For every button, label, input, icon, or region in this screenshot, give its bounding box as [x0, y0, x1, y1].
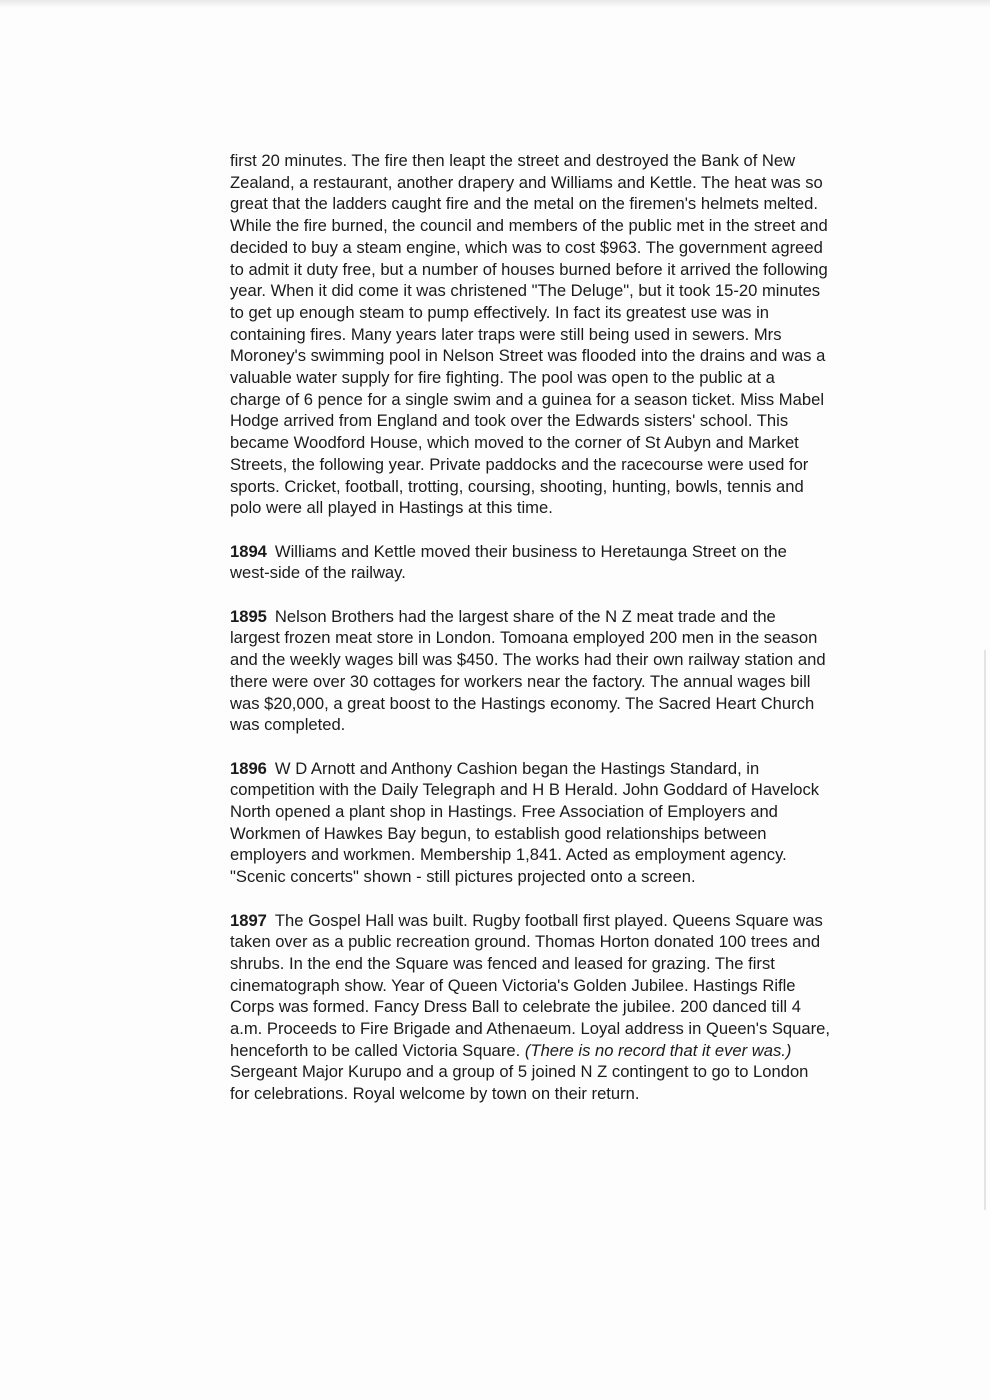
- entry-1895: [230, 606, 830, 736]
- entry-text: W D Arnott and Anthony Cashion began the Hastings Standard, in competition with the Daily Telegraph and H B Herald. John Goddard of Havelock North opened a plant shop in Hastings. Free Association of Employers and Workmen of Hawkes Bay begun, to establish good relationships between employers and workmen. Membership 1,841. Acted as employment agency. "Scenic concerts" shown - still pictures projected onto a screen.: [230, 758, 820, 887]
- scan-edge-right: [984, 650, 986, 1210]
- entry-1894: [230, 541, 830, 584]
- scan-shadow-top: [0, 0, 990, 8]
- document-body: [230, 150, 830, 1127]
- entry-text-continued: Sergeant Major Kurupo and a group of 5 joined N Z contingent to go to London for celebrations. Royal welcome by town on their return.: [230, 1062, 809, 1104]
- entry-text: Williams and Kettle moved their business to Heretaunga Street on the west-side of the railway.: [230, 541, 787, 583]
- entry-year: 1894: [230, 541, 267, 561]
- entry-year: 1895: [230, 606, 267, 626]
- entry-year: 1897: [230, 910, 267, 930]
- entry-italic-note: (There is no record that it ever was.): [524, 1040, 792, 1060]
- entry-1897: [230, 910, 830, 1105]
- entry-text: The Gospel Hall was built. Rugby football first played. Queens Square was taken over as a public recreation ground. Thomas Horton donated 100 trees and shrubs. In the end the Square was fenced and leased for grazing. The first cinematograph show. Year of Queen Victoria's Golden Jubilee. Hastings Rifle Corps was formed. Fancy Dress Ball to celebrate the jubilee. 200 danced till 4 a.m. Proceeds to Fire Brigade and Athenaeum. Loyal address in Queen's Square, henceforth to be called Victoria Square.: [230, 910, 830, 1060]
- entry-1896: [230, 758, 830, 888]
- continuation-paragraph: first 20 minutes. The fire then leapt the street and destroyed the Bank of New Zealand, a restaurant, another drapery and Williams and Kettle. The heat was so great that the ladders caught fire and the metal on the firemen's helmets melted. While the fire burned, the council and members of the public met in the street and decided to buy a steam engine, which was to cost $963. The government agreed to admit it duty free, but a number of houses burned before it arrived the following year. When it did come it was christened "The Deluge", but it took 15-20 minutes to get up enough steam to pump effectively. In fact its greatest use was in containing fires. Many years later traps were still being used in sewers. Mrs Moroney's swimming pool in Nelson Street was flooded into the drains and was a valuable water supply for fire fighting. The pool was open to the public at a charge of 6 pence for a single swim and a guinea for a season ticket. Miss Mabel Hodge arrived from England and took over the Edwards sisters' school. This became Woodford House, which moved to the corner of St Aubyn and Market Streets, the following year. Private paddocks and the racecourse were used for sports. Cricket, football, trotting, coursing, shooting, hunting, bowls, tennis and polo were all played in Hastings at this time.: [230, 151, 828, 518]
- entry-year: 1896: [230, 758, 267, 778]
- entry-text: Nelson Brothers had the largest share of the N Z meat trade and the largest frozen meat store in London. Tomoana employed 200 men in the season and the weekly wages bill was $450. The works had their own railway station and there were over 30 cottages for workers near the factory. The annual wages bill was $20,000, a great boost to the Hastings economy. The Sacred Heart Church was completed.: [230, 606, 826, 735]
